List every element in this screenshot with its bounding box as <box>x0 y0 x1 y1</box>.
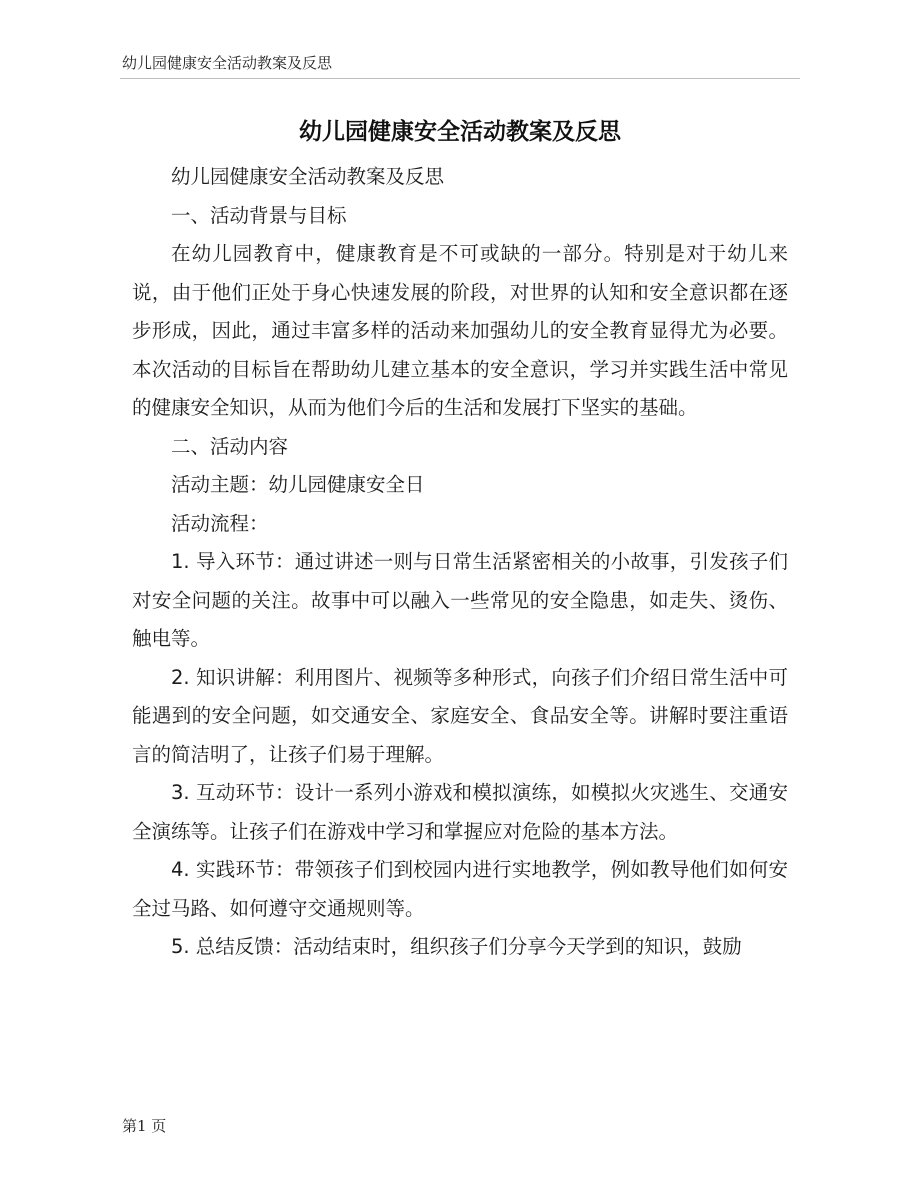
running-header: 幼儿园健康安全活动教案及反思 <box>122 54 333 72</box>
page-number: 第1 页 <box>122 1117 167 1135</box>
step-summary: 5. 总结反馈：活动结束时，组织孩子们分享今天学到的知识，鼓励 <box>171 935 742 958</box>
background-paragraph: 在幼儿园教育中，健康教育是不可或缺的一部分。特别是对于幼儿来说，由于他们正处于身心快速发展的阶段，对世界的认知和安全意识都在逐步形成，因此，通过丰富多样的活动来加强幼儿的安全教育显得尤为必要。本次活动的目标旨在帮助幼儿建立基本的安全意识，学习并实践生活中常见的健康安全知识，从而为他们今后的生活和发展打下坚实的基础。 <box>132 242 788 419</box>
section-heading-content: 二、活动内容 <box>171 434 289 458</box>
header-divider <box>120 78 800 79</box>
step-introduction: 1. 导入环节：通过讲述一则与日常生活紧密相关的小故事，引发孩子们对安全问题的关注。故事中可以融入一些常见的安全隐患，如走失、烫伤、触电等。 <box>132 550 788 650</box>
document-body <box>132 158 788 967</box>
step-interaction: 3. 互动环节：设计一系列小游戏和模拟演练，如模拟火灾逃生、交通安全演练等。让孩子们在游戏中学习和掌握应对危险的基本方法。 <box>132 781 788 843</box>
activity-flow-label: 活动流程： <box>171 511 269 535</box>
section-heading-background: 一、活动背景与目标 <box>171 203 347 227</box>
activity-theme: 活动主题：幼儿园健康安全日 <box>171 473 425 496</box>
step-knowledge: 2. 知识讲解：利用图片、视频等多种形式，向孩子们介绍日常生活中可能遇到的安全问题，如交通安全、家庭安全、食品安全等。讲解时要注重语言的简洁明了，让孩子们易于理解。 <box>132 665 788 766</box>
step-practice: 4. 实践环节：带领孩子们到校园内进行实地教学，例如教导他们如何安全过马路、如何遵守交通规则等。 <box>132 858 788 920</box>
document-title: 幼儿园健康安全活动教案及反思 <box>299 119 621 145</box>
subtitle-paragraph: 幼儿园健康安全活动教案及反思 <box>171 165 445 188</box>
